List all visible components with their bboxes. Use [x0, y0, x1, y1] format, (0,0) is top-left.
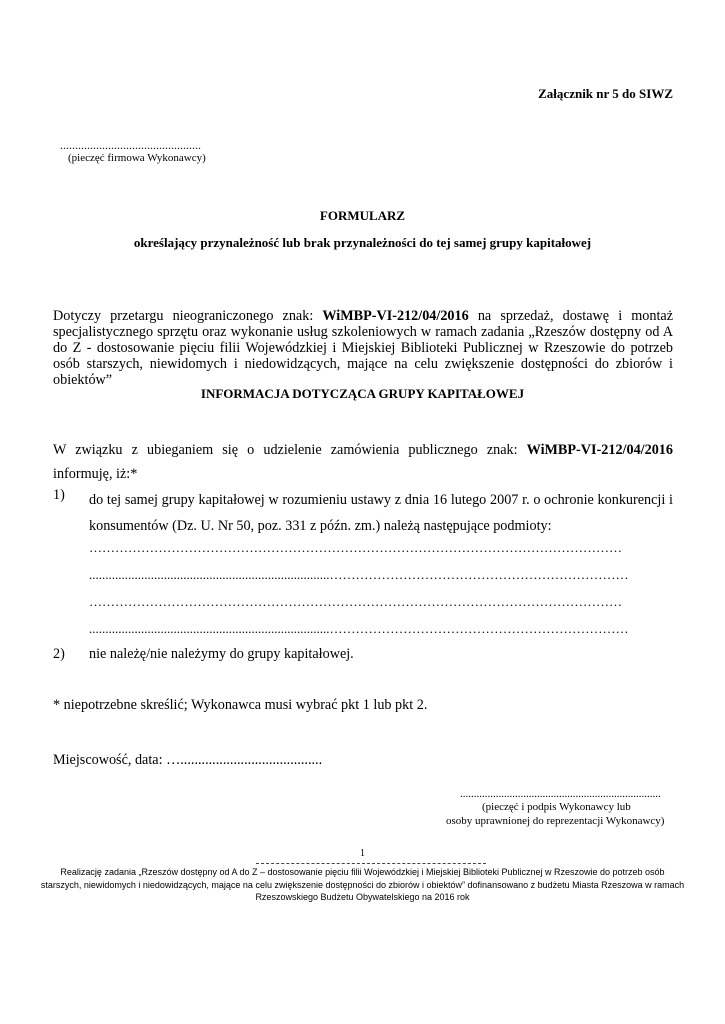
statement-suffix: informuję, iż:* [53, 466, 138, 482]
signature-line[interactable]: ......................................................................... [460, 788, 661, 800]
entity-fill-line[interactable]: ..........................................................................…………………………………………………………… [89, 567, 629, 582]
contractor-stamp-line: ............................................... [60, 138, 201, 152]
form-title: FORMULARZ [319, 208, 406, 223]
signature-caption-line2: osoby uprawnionej do reprezentacji Wykonawcy) [446, 815, 665, 827]
funding-footer: Realizację zadania „Rzeszów dostępny od A do Z – dostosowanie pięciu filii Wojewódzkiej i Miejskiej Biblioteki Publicznej w Rzeszowie do potrzeb osób starszych, niewidomych i niedowidzących, mające na celu zwiększenie dostępności do zbiorów i obiektów” dofinansowano z budżetu Miasta Rzeszowa w ramach Rzeszowskiego Budżetu Obywatelskiego na 2016 rok [40, 867, 685, 902]
statement-paragraph [53, 438, 673, 486]
intro-suffix: na sprzedaż, dostawę i montaż specjalistycznego sprzętu oraz wykonanie usług szkoleniowych w ramach zadania „Rzeszów dostępny od A do Z - dostosowanie pięciu filii Wojewódzkiej i Miejskiej Biblioteki Publicznej w Rzeszowie do potrzeb osób starszych, niewidomych i niedowidzących, mające na celu zwiększenie dostępności do zbiorów i obiektów” [53, 308, 673, 388]
page-number: 1 [360, 848, 365, 859]
entity-fill-line[interactable]: ..........................................................................…………………………………………………………… [89, 621, 629, 636]
statement-prefix: W związku z ubieganiem się o udzielenie zamówienia publicznego znak: [53, 442, 527, 458]
entity-fill-line[interactable]: …………………………………………………………………………………………………………… [89, 540, 622, 555]
footer-divider [256, 863, 486, 864]
footnote-note: * niepotrzebne skreślić; Wykonawca musi wybrać pkt 1 lub pkt 2. [53, 697, 428, 713]
entity-fill-line[interactable]: …………………………………………………………………………………………………………… [89, 594, 622, 609]
intro-prefix: Dotyczy przetargu nieograniczonego znak: [53, 308, 323, 324]
intro-paragraph [53, 308, 673, 388]
contractor-stamp-caption: (pieczęć firmowa Wykonawcy) [68, 152, 206, 164]
item1-number: 1) [53, 487, 65, 503]
form-subtitle: określający przynależność lub brak przynależności do tej samej grupy kapitałowej [133, 235, 592, 250]
section-title: INFORMACJA DOTYCZĄCA GRUPY KAPITAŁOWEJ [200, 386, 525, 401]
statement-ref-number: WiMBP-VI-212/04/2016 [526, 442, 673, 458]
item2-text: nie należę/nie należymy do grupy kapitałowej. [89, 646, 354, 662]
item1-text: do tej samej grupy kapitałowej w rozumieniu ustawy z dnia 16 lutego 2007 r. o ochronie konkurencji i konsumentów (Dz. U. Nr 50, poz. 331 z późn. zm.) należą następujące podmioty: [89, 492, 673, 534]
signature-caption-line1: (pieczęć i podpis Wykonawcy lub [482, 801, 631, 813]
item2-number: 2) [53, 646, 65, 662]
place-date-field[interactable]: Miejscowość, data: …........................................ [53, 752, 323, 768]
annex-label: Załącznik nr 5 do SIWZ [538, 86, 673, 101]
intro-ref-number: WiMBP-VI-212/04/2016 [322, 308, 469, 324]
